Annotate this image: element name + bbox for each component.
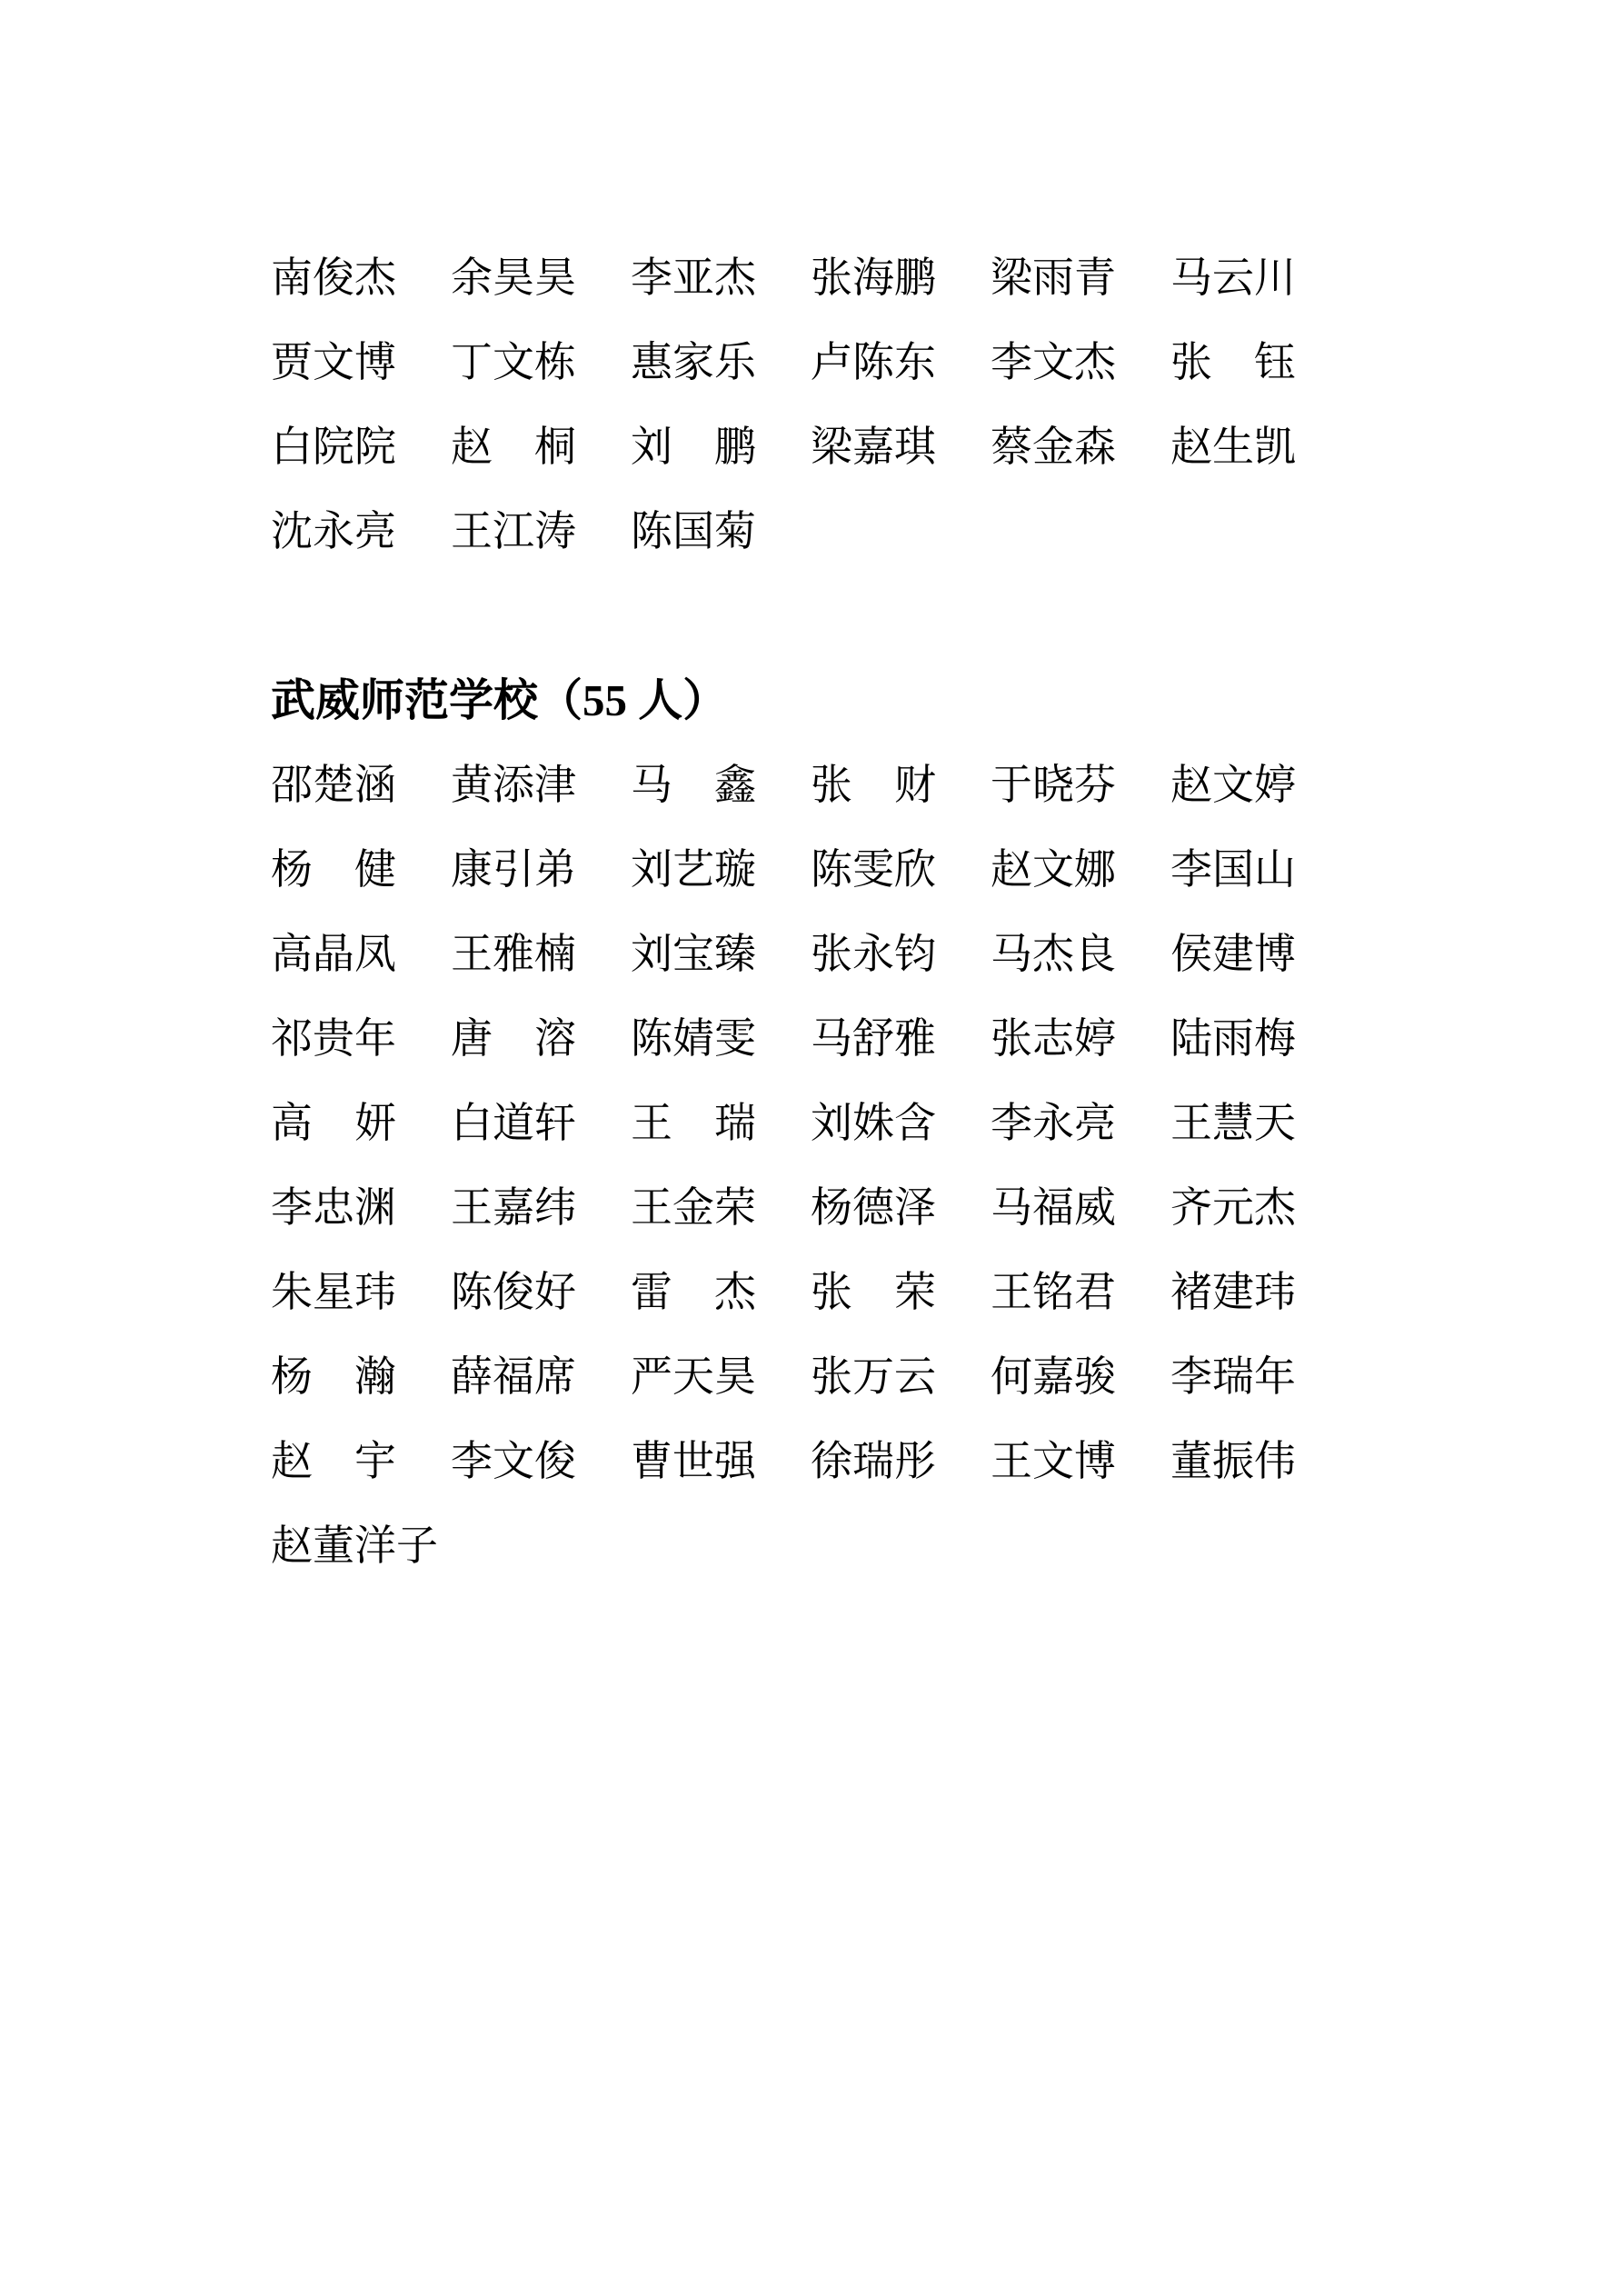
name-row (271, 1250, 1361, 1334)
name-cell: 蔡金森 (991, 424, 1116, 470)
name-row (271, 1419, 1361, 1503)
name-row (271, 489, 1361, 574)
name-cell: 马杰良 (991, 931, 1116, 977)
name-cell: 祁贵年 (271, 1015, 396, 1062)
name-cell: 马福威 (991, 1184, 1116, 1231)
name-list-wuwei-normal-school (271, 743, 1361, 1588)
name-cell: 李文杰 (991, 339, 1116, 385)
name-cell: 何嘉骏 (991, 1353, 1116, 1400)
name-cell: 王慧天 (1170, 1100, 1296, 1146)
name-row (271, 996, 1361, 1081)
name-row (271, 1334, 1361, 1419)
name-cell: 陈国菊 (631, 508, 756, 554)
name-row (271, 1081, 1361, 1165)
name-cell: 曹世强 (631, 1438, 756, 1484)
name-cell: 王金荣 (631, 1184, 756, 1231)
name-cell: 刘艺璇 (631, 846, 756, 893)
name-cell: 陈婧雯 (631, 1015, 756, 1062)
name-cell: 马 鑫 (631, 762, 756, 808)
name-cell: 马云川 (1170, 255, 1296, 301)
name-cell: 张万云 (811, 1353, 936, 1400)
name-cell: 康引弟 (451, 846, 576, 893)
name-row (271, 1503, 1361, 1588)
name-cell: 齐元杰 (1170, 1184, 1296, 1231)
name-cell: 黄添津 (451, 762, 576, 808)
name-cell: 高 妍 (271, 1100, 396, 1146)
name-cell: 赵生凯 (1170, 424, 1296, 470)
name-cell: 梁雨青 (991, 255, 1116, 301)
name-cell: 白道轩 (451, 1100, 576, 1146)
name-cell: 董振伟 (1170, 1438, 1296, 1484)
name-cell: 南俊杰 (271, 255, 396, 301)
name-cell: 张 荣 (811, 1269, 936, 1315)
name-cell: 张海鹏 (811, 255, 936, 301)
name-cell: 刘宝臻 (631, 931, 756, 977)
name-row (271, 235, 1361, 320)
name-cell: 赵董洋子 (271, 1522, 438, 1569)
name-cell: 王铭君 (991, 1269, 1116, 1315)
name-cell: 刘 鹏 (631, 424, 756, 470)
name-row (271, 404, 1361, 489)
name-cell: 梁嘉琪 (811, 424, 936, 470)
name-cell: 李瑞年 (1170, 1353, 1296, 1400)
name-row (271, 743, 1361, 827)
name-cell: 张志婷 (991, 1015, 1116, 1062)
name-cell: 高晶凤 (271, 931, 396, 977)
name-cell: 张 钰 (1170, 339, 1296, 385)
name-cell: 严天昊 (631, 1353, 756, 1400)
name-cell: 侯建博 (1170, 931, 1296, 977)
name-cell: 王嘉纬 (451, 1184, 576, 1231)
name-cell: 赵 宇 (271, 1438, 396, 1484)
name-cell: 杨 瀚 (271, 1353, 396, 1400)
name-cell: 李永亮 (991, 1100, 1116, 1146)
name-cell: 邵楚涵 (271, 762, 396, 808)
name-cell: 赵文娜 (991, 846, 1116, 893)
name-cell: 李亚杰 (631, 255, 756, 301)
name-cell: 贾文博 (271, 339, 396, 385)
name-row (271, 912, 1361, 996)
name-cell: 张 财 (811, 762, 936, 808)
name-cell: 李国山 (1170, 846, 1296, 893)
name-cell: 王 瑞 (631, 1100, 756, 1146)
name-cell: 李文俊 (451, 1438, 576, 1484)
section-heading: 武威师范学校（55 人） (271, 675, 728, 725)
name-cell: 赵 桐 (451, 424, 576, 470)
name-cell: 丁文栋 (451, 339, 576, 385)
name-cell: 白院院 (271, 424, 396, 470)
name-row (271, 320, 1361, 404)
name-cell: 王文博 (991, 1438, 1116, 1484)
name-cell: 徐瑞彤 (811, 1438, 936, 1484)
name-cell: 杨 健 (271, 846, 396, 893)
name-cell: 陆雨梅 (1170, 1015, 1296, 1062)
name-cell: 张永钧 (811, 931, 936, 977)
name-cell: 惠家乐 (631, 339, 756, 385)
blank-line (271, 574, 1361, 658)
name-cell: 卢陈东 (811, 339, 936, 385)
name-cell: 王雅楠 (451, 931, 576, 977)
name-row (271, 1165, 1361, 1250)
name-cell: 朱星玮 (271, 1269, 396, 1315)
name-cell: 刘姝含 (811, 1100, 936, 1146)
name-cell: 唐 溶 (451, 1015, 576, 1062)
name-cell: 褚建玮 (1170, 1269, 1296, 1315)
name-cell: 马舒雅 (811, 1015, 936, 1062)
name-cell: 陈俊好 (451, 1269, 576, 1315)
name-cell: 杨德泽 (811, 1184, 936, 1231)
name-cell: 沈永亮 (271, 508, 396, 554)
name-cell: 薛福席 (451, 1353, 576, 1400)
name-cell: 王江涛 (451, 508, 576, 554)
name-cell: 余昊昊 (451, 255, 576, 301)
name-cell: 赵文婷 (1170, 762, 1296, 808)
name-row (271, 827, 1361, 912)
name-cell: 于晓芬 (991, 762, 1116, 808)
name-cell: 李忠渊 (271, 1184, 396, 1231)
name-list-continued (271, 235, 1361, 574)
name-cell: 陈雯欣 (811, 846, 936, 893)
name-cell: 雷 杰 (631, 1269, 756, 1315)
page-content (271, 235, 1361, 1588)
